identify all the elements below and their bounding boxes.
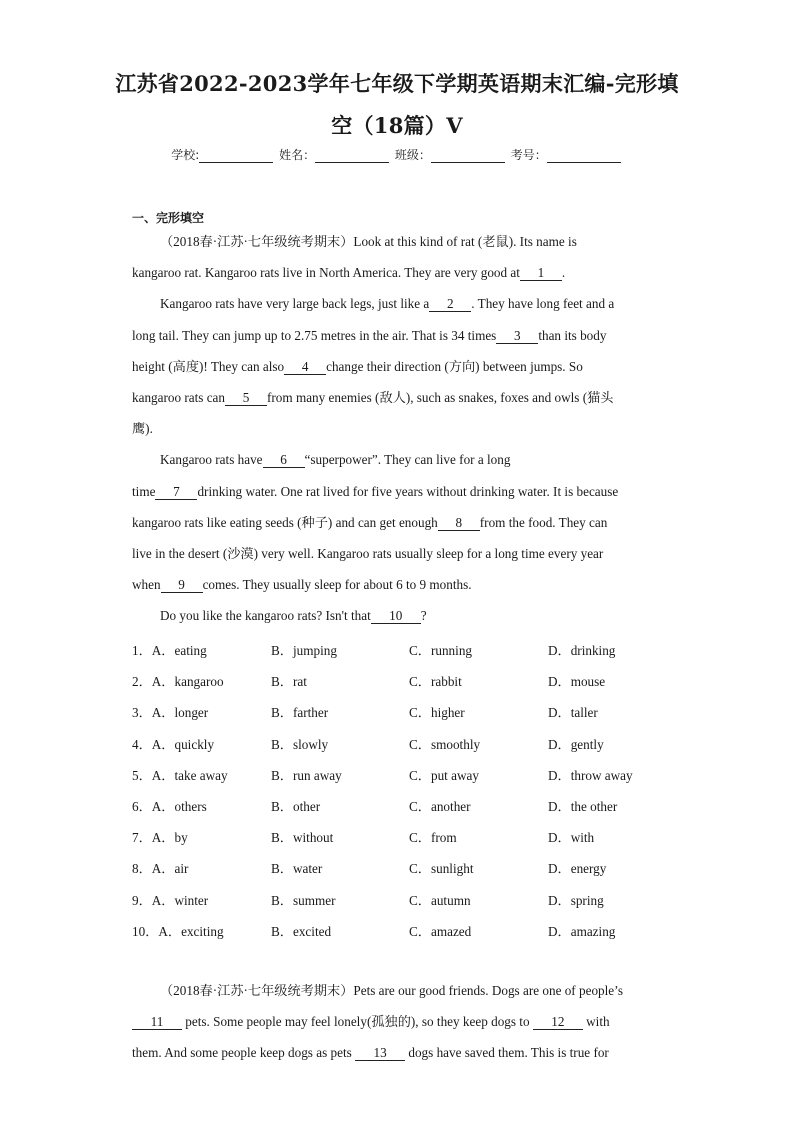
question-number: 5． (132, 767, 152, 783)
question-number: 4． (132, 736, 152, 752)
line-text: kangaroo rat. Kangaroo rats live in North America. They are very good at (132, 265, 520, 281)
question-number: 2． (132, 674, 152, 690)
option-d[interactable]: D．amazing (548, 923, 616, 939)
option-b[interactable]: B．other (271, 799, 321, 814)
class-blank[interactable] (431, 150, 505, 163)
option-d[interactable]: D．spring (548, 892, 604, 908)
question-number-and-option-a (132, 858, 188, 877)
option-a[interactable]: A．quickly (151, 736, 215, 752)
line-text: when (132, 577, 161, 593)
question-number: 9． (132, 892, 152, 908)
passage-line (132, 1045, 609, 1061)
question-number: 8． (132, 861, 152, 877)
number-label: 考号： (510, 148, 547, 162)
line-text: kangaroo rats like eating seeds (种子) and can get enough (132, 514, 438, 530)
option-a[interactable]: A．air (151, 861, 189, 877)
blank-3[interactable]: 3 (496, 328, 538, 344)
line-text: dogs have saved them. This is true for (405, 1045, 609, 1061)
passage-line (160, 983, 623, 999)
question-number: 1． (132, 643, 152, 658)
class-label: 班级： (394, 148, 431, 162)
option-a[interactable]: A．take away (151, 767, 228, 783)
line-text: Kangaroo rats have (160, 452, 263, 468)
blank-8[interactable]: 8 (438, 515, 480, 531)
option-b[interactable]: B．water (271, 861, 323, 877)
passage-line (160, 296, 614, 312)
option-a[interactable]: A．eating (151, 643, 207, 658)
option-c[interactable]: C．from (409, 830, 457, 846)
line-text: change their direction (方向) between jumps. So (326, 358, 583, 374)
document-title-line-2: 空（18篇）V (331, 113, 463, 138)
line-text: . (561, 265, 566, 281)
option-d[interactable]: D．gently (548, 736, 604, 752)
option-c[interactable]: C．smoothly (409, 736, 481, 752)
passage-line (132, 546, 603, 562)
option-d[interactable]: D．the other (548, 799, 618, 814)
option-b[interactable]: B．farther (271, 705, 329, 721)
question-number-and-option-a (132, 702, 208, 721)
question-number-and-option-a (132, 827, 188, 846)
option-b[interactable]: B．run away (271, 767, 342, 783)
line-text: long tail. They can jump up to 2.75 metres in the air. That is 34 times (132, 327, 497, 343)
blank-6[interactable]: 6 (263, 452, 305, 468)
passage-line (132, 359, 583, 375)
question-number: 7． (132, 830, 152, 846)
option-c[interactable]: C．higher (409, 705, 465, 721)
line-text: . They have long feet and a (471, 296, 615, 312)
question-number: 6． (132, 799, 152, 814)
line-text: from the food. They can (479, 514, 608, 530)
line-text: height (高度)! They can also (132, 358, 285, 374)
line-text: with (582, 1014, 610, 1030)
question-number-and-option-a (132, 765, 228, 784)
option-b[interactable]: B．jumping (271, 643, 337, 658)
line-text: pets. Some people may feel lonely(孤独的), so they keep dogs to (182, 1014, 533, 1030)
question-number-and-option-a (132, 890, 208, 909)
line-text: “superpower”. They can live for a long (304, 452, 511, 468)
option-d[interactable]: D．mouse (548, 674, 606, 690)
option-d[interactable]: D．energy (548, 861, 607, 877)
blank-2[interactable]: 2 (429, 296, 471, 312)
option-d[interactable]: D．with (548, 830, 595, 846)
document-title-line-1: 江苏省2022-2023学年七年级下学期英语期末汇编-完形填 (115, 71, 679, 96)
line-text: 鹰). (132, 421, 153, 437)
question-number: 10． (132, 923, 159, 939)
line-text: time (132, 483, 156, 499)
passage-line (132, 390, 613, 406)
option-a[interactable]: A．kangaroo (151, 674, 224, 690)
option-b[interactable]: B．rat (271, 674, 307, 690)
line-text: than its body (538, 327, 607, 343)
option-c[interactable]: C．another (409, 799, 471, 814)
option-d[interactable]: D．drinking (548, 643, 616, 658)
passage-line (132, 577, 472, 593)
option-c[interactable]: C．amazed (409, 923, 472, 939)
line-text: drinking water. One rat lived for five years without drinking water. It is because (197, 483, 619, 499)
blank-7[interactable]: 7 (155, 484, 197, 500)
option-c[interactable]: C．sunlight (409, 861, 474, 877)
option-c[interactable]: C．running (409, 643, 473, 658)
option-c[interactable]: C．rabbit (409, 674, 462, 690)
option-a[interactable]: A．winter (151, 892, 209, 908)
passage-line (132, 515, 607, 531)
question-number-and-option-a (132, 921, 224, 940)
line-text: comes. They usually sleep for about 6 to 9 months. (202, 577, 472, 593)
blank-4[interactable]: 4 (284, 359, 326, 375)
option-d[interactable]: D．taller (548, 705, 598, 721)
blank-11[interactable]: 11 (132, 1014, 182, 1030)
option-b[interactable]: B．slowly (271, 736, 329, 752)
line-text: Do you like the kangaroo rats? Isn't that (160, 608, 371, 624)
section-title: 一、完形填空 (132, 211, 205, 225)
name-blank[interactable] (315, 150, 389, 163)
name-label: 姓名： (279, 148, 316, 162)
line-text: Kangaroo rats have very large back legs, just like a (160, 296, 430, 312)
question-number-and-option-a (132, 640, 207, 659)
line-text: them. And some people keep dogs as pets (132, 1045, 356, 1061)
school-blank[interactable] (199, 150, 273, 163)
question-number-and-option-a (132, 796, 207, 815)
option-b[interactable]: B．excited (271, 923, 332, 939)
blank-9[interactable]: 9 (161, 577, 203, 593)
option-b[interactable]: B．without (271, 830, 334, 846)
passage-line (132, 1014, 610, 1030)
line-text: （2018春·江苏·七年级统考期末）Look at this kind of rat (老鼠). Its name is (160, 234, 577, 249)
passage-line (132, 421, 153, 437)
option-a[interactable]: A．longer (151, 705, 209, 721)
option-a[interactable]: A．by (151, 830, 188, 846)
passage-line (160, 608, 427, 624)
blank-12[interactable]: 12 (533, 1014, 583, 1030)
line-text: from many enemies (敌人), such as snakes, foxes and owls (猫头 (267, 390, 614, 405)
school-label: 学校: (171, 148, 200, 162)
passage-line (160, 234, 577, 250)
blank-1[interactable]: 1 (520, 265, 562, 281)
line-text: （2018春·江苏·七年级统考期末）Pets are our good friends. Dogs are one of people’s (160, 983, 623, 998)
line-text: live in the desert (沙漠) very well. Kangaroo rats usually sleep for a long time every year (132, 546, 604, 561)
question-number: 3． (132, 705, 152, 721)
number-blank[interactable] (547, 150, 621, 163)
passage-line (160, 452, 510, 468)
student-info-row (0, 146, 794, 163)
option-c[interactable]: C．put away (409, 767, 479, 783)
passage-line (132, 328, 606, 344)
option-a[interactable]: A．others (151, 799, 207, 814)
blank-13[interactable]: 13 (355, 1045, 405, 1061)
passage-line (132, 265, 565, 281)
option-b[interactable]: B．summer (271, 892, 336, 908)
option-c[interactable]: C．autumn (409, 892, 471, 908)
question-number-and-option-a (132, 671, 224, 690)
question-number-and-option-a (132, 734, 214, 753)
line-text: ? (420, 608, 427, 624)
blank-5[interactable]: 5 (225, 390, 267, 406)
blank-10[interactable]: 10 (371, 608, 421, 624)
passage-line (132, 484, 618, 500)
option-d[interactable]: D．throw away (548, 767, 633, 783)
option-a[interactable]: A．exciting (158, 923, 224, 939)
line-text: kangaroo rats can (132, 390, 226, 405)
